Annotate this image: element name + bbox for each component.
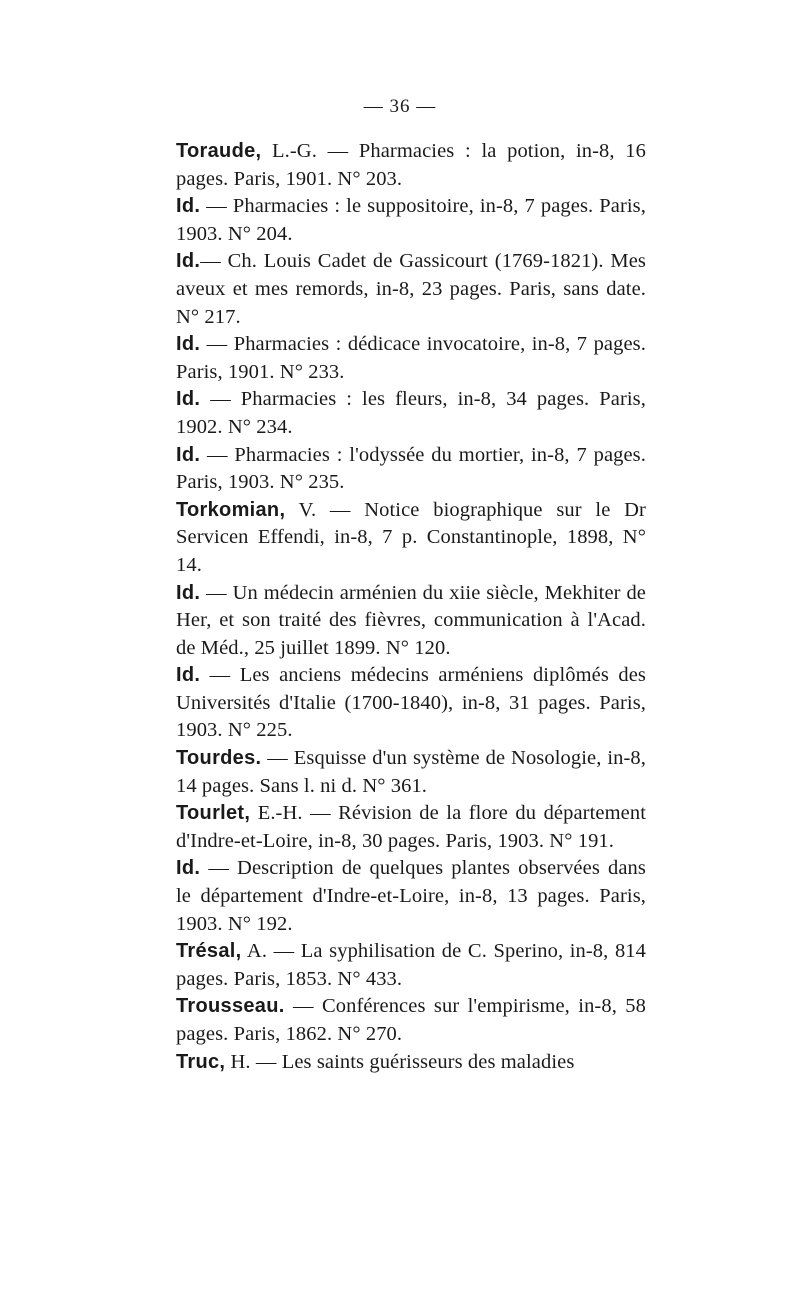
entry-author: Trousseau. bbox=[176, 995, 285, 1018]
entry bbox=[176, 662, 646, 745]
entry bbox=[176, 855, 646, 938]
entry-author: Id. bbox=[176, 664, 201, 687]
entry bbox=[176, 800, 646, 855]
bibliography-entries bbox=[176, 138, 646, 1076]
entry bbox=[176, 248, 646, 331]
entry-text: H. — Les saints guérisseurs des maladies bbox=[225, 1050, 575, 1073]
entry-author: Id. bbox=[176, 250, 201, 273]
entry bbox=[176, 386, 646, 441]
entry-author: Tourdes. bbox=[176, 747, 262, 770]
entry-author: Id. bbox=[176, 388, 201, 411]
entry-text: L.-G. — Pharmacies : la potion, in-8, 16 pages. Paris, 1901. N° 203. bbox=[176, 140, 646, 190]
entry-author: Trésal, bbox=[176, 940, 242, 963]
page-number: — 36 — bbox=[363, 96, 437, 117]
entry-text: V. — Notice biographique sur le Dr Servicen Effendi, in-8, 7 p. Constantinople, 1898, N° 14. bbox=[176, 498, 646, 576]
entry-text: — Description de quelques plantes observées dans le département d'Indre-et-Loire, in-8, 13 pages. Paris, 1903. N° 192. bbox=[176, 857, 646, 935]
entry bbox=[176, 442, 646, 497]
entry-text: A. — La syphilisation de C. Sperino, in-8, 814 pages. Paris, 1853. N° 433. bbox=[176, 940, 646, 990]
entry-text: — Pharmacies : le suppositoire, in-8, 7 pages. Paris, 1903. N° 204. bbox=[176, 195, 646, 245]
entry bbox=[176, 193, 646, 248]
entry bbox=[176, 1049, 646, 1077]
entry-author: Id. bbox=[176, 333, 201, 356]
entry-text: — Pharmacies : l'odyssée du mortier, in-8, 7 pages. Paris, 1903. N° 235. bbox=[176, 443, 646, 494]
entry-author: Id. bbox=[176, 195, 201, 218]
entry-author: Id. bbox=[176, 857, 201, 880]
entry bbox=[176, 138, 646, 193]
entry bbox=[176, 497, 646, 580]
entry bbox=[176, 938, 646, 993]
entry-text: E.-H. — Révision de la flore du département d'Indre-et-Loire, in-8, 30 pages. Paris, 1903. N° 191. bbox=[176, 802, 646, 852]
entry-author: Id. bbox=[176, 443, 201, 466]
entry-text: — Conférences sur l'empirisme, in-8, 58 pages. Paris, 1862. N° 270. bbox=[176, 995, 646, 1045]
entry-author: Tourlet, bbox=[176, 802, 251, 825]
entry-text: — Les anciens médecins arméniens diplômés des Universités d'Italie (1700-1840), in-8, 31 pages. Paris, 1903. N° 225. bbox=[176, 664, 646, 742]
entry-text: — Pharmacies : les fleurs, in-8, 34 pages. Paris, 1902. N° 234. bbox=[176, 388, 646, 438]
entry bbox=[176, 580, 646, 663]
entry-author: Truc, bbox=[176, 1050, 226, 1073]
entry bbox=[176, 331, 646, 386]
entry-author: Toraude, bbox=[176, 140, 262, 162]
entry bbox=[176, 993, 646, 1048]
entry-author: Id. bbox=[176, 581, 201, 604]
entry bbox=[176, 745, 646, 800]
entry-author: Torkomian, bbox=[176, 498, 286, 521]
entry-text: — Esquisse d'un système de Nosologie, in-8, 14 pages. Sans l. ni d. N° 361. bbox=[176, 747, 646, 797]
entry-text: — Ch. Louis Cadet de Gassicourt (1769-1821). Mes aveux et mes remords, in-8, 23 pages. Paris, sans date. N° 217. bbox=[176, 250, 646, 328]
entry-text: — Pharmacies : dédicace invocatoire, in-8, 7 pages. Paris, 1901. N° 233. bbox=[176, 333, 646, 383]
entry-text: — Un médecin arménien du xiie siècle, Mekhiter de Her, et son traité des fièvres, communication à l'Acad. de Méd., 25 juillet 1899. N° 120. bbox=[176, 581, 646, 659]
